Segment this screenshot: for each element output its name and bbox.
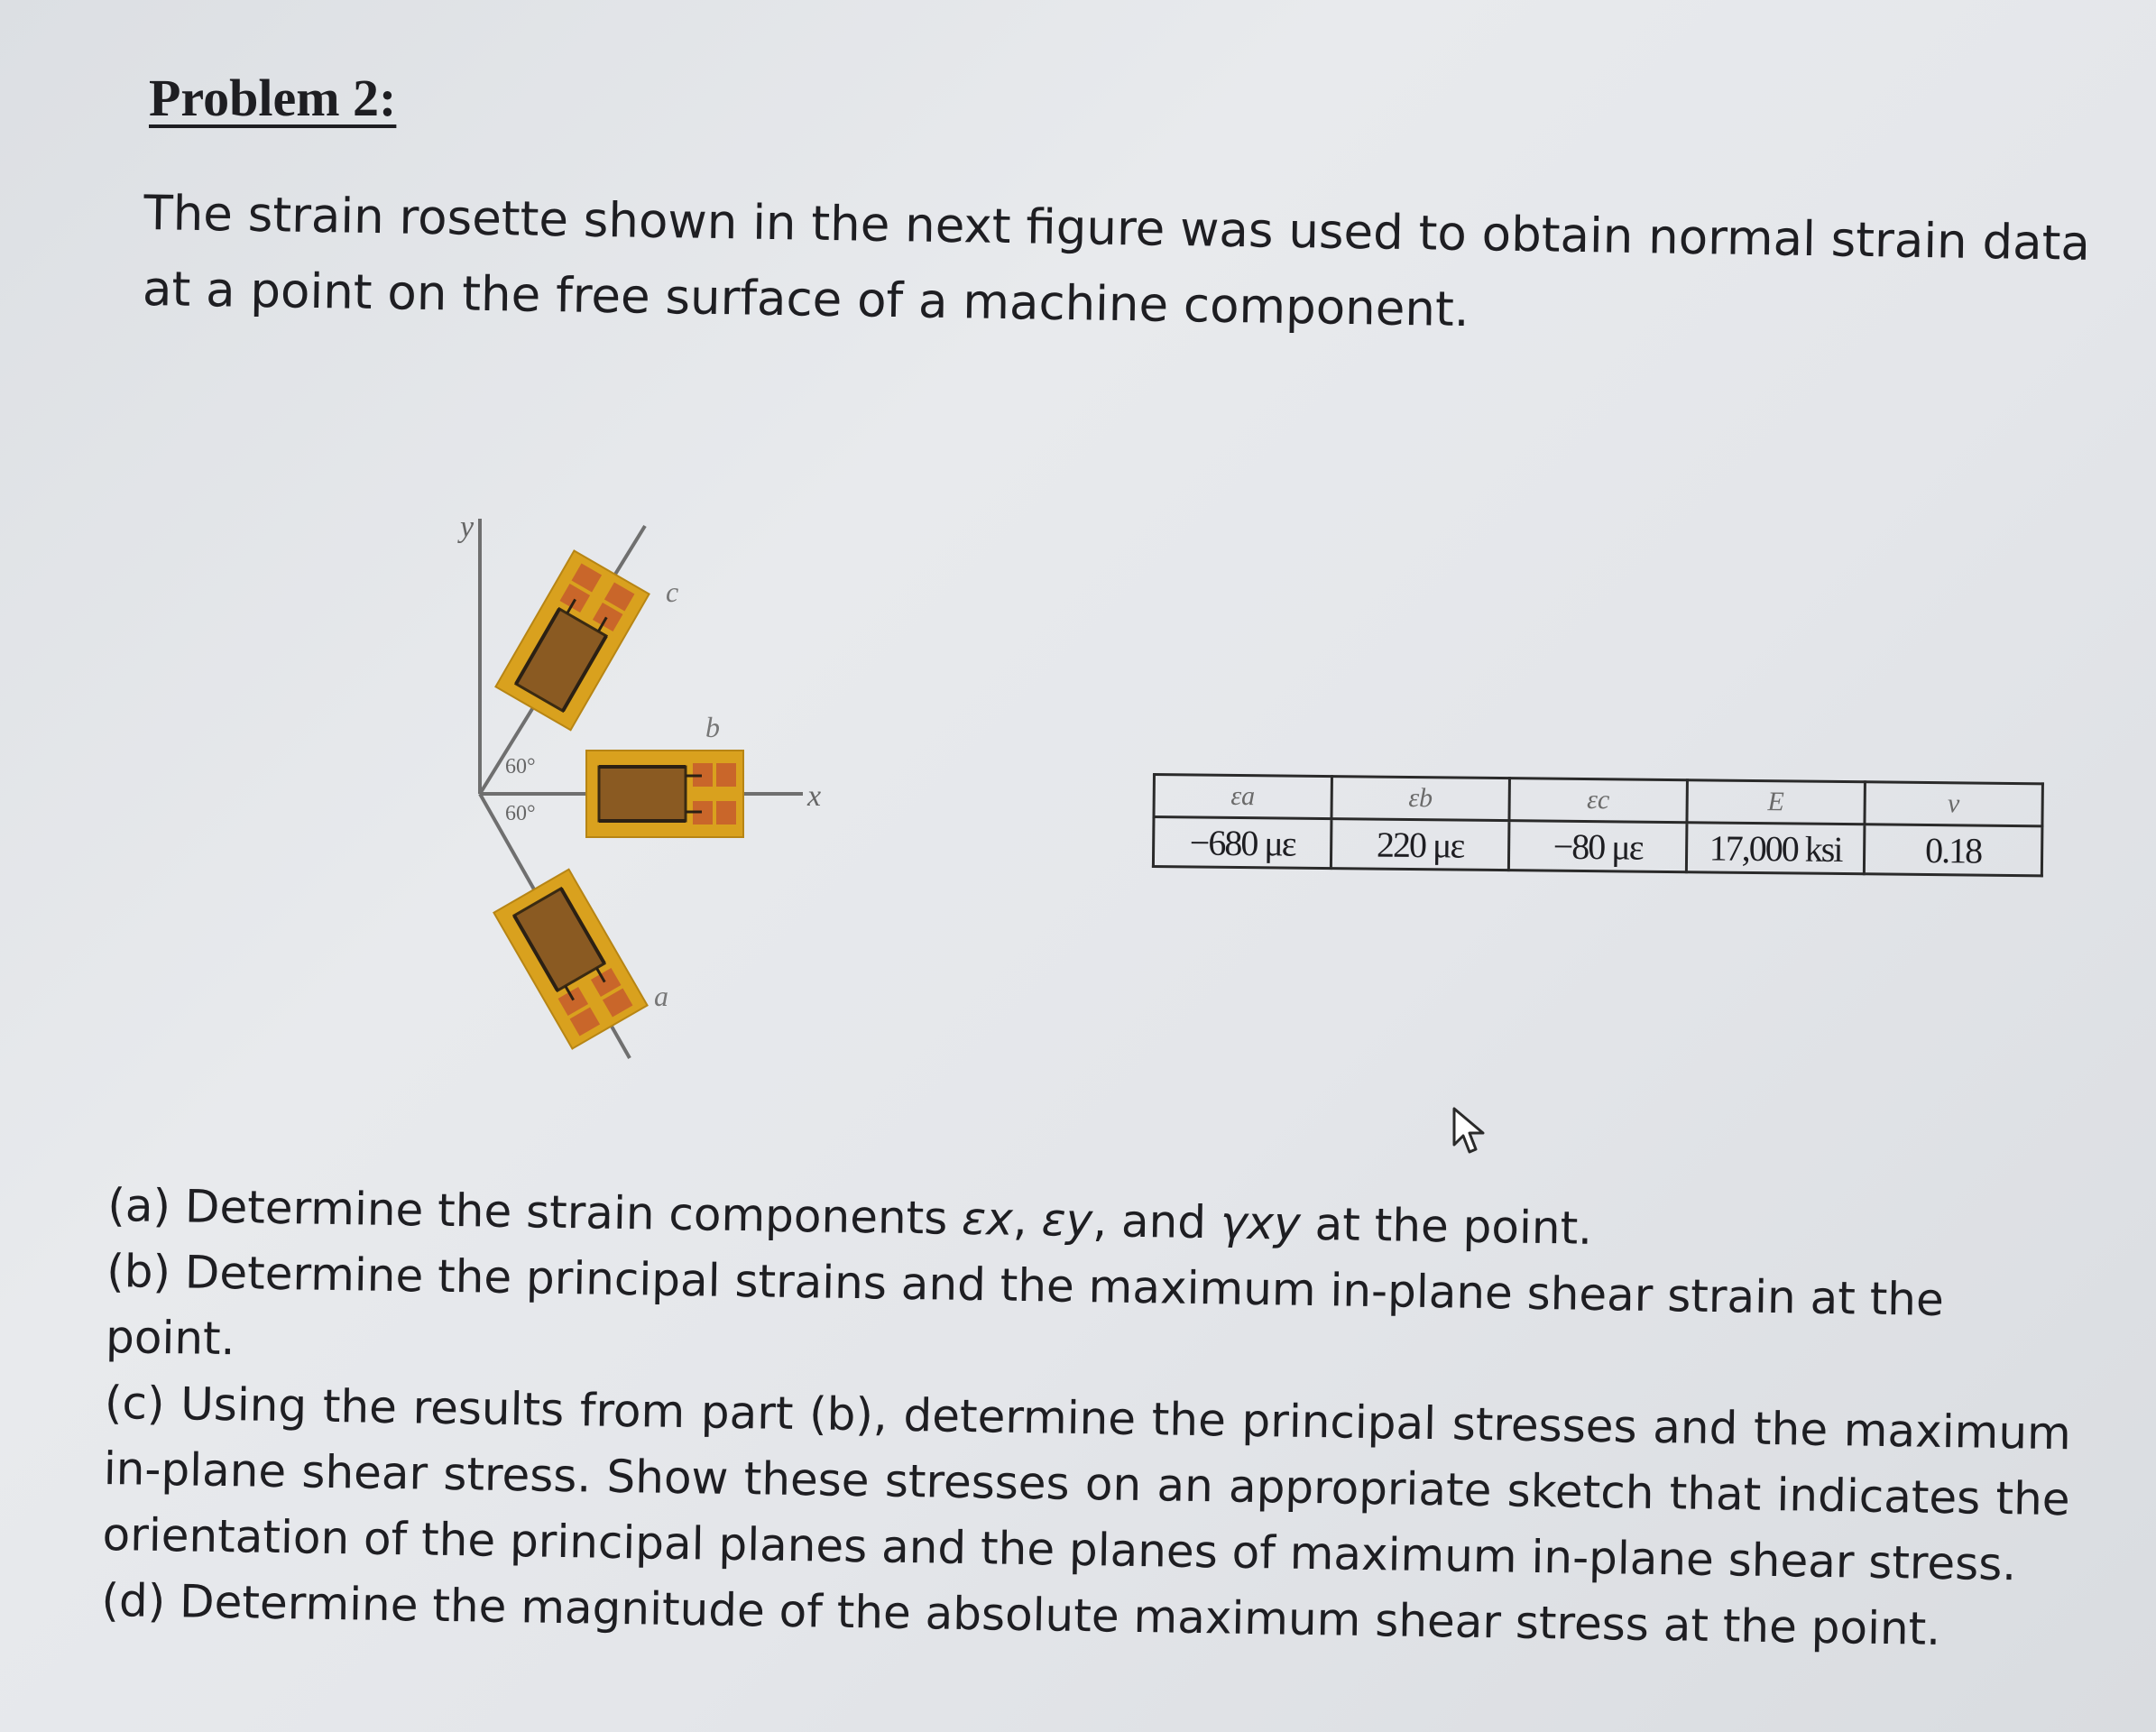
value-epsilon-a: −680 με	[1153, 817, 1331, 869]
table-value-row	[1153, 817, 2042, 876]
question-d: (d) Determine the magnitude of the absolute maximum shear stress at the point.	[101, 1573, 1941, 1655]
gauge-a-label: a	[654, 980, 668, 1012]
question-b: (b) Determine the principal strains and the maximum in-plane shear strain at the point.	[105, 1244, 1945, 1366]
angle-lower-label: 60°	[505, 802, 536, 825]
question-c: (c) Using the results from part (b), determine the principal stresses and the maximum in-plane shear stress. Show these stresses on an appropriate sketch that indicates the orientation of the principal planes and the planes of maximum in-plane shear stress.	[102, 1376, 2072, 1591]
value-epsilon-c: −80 με	[1508, 821, 1687, 872]
gauge-b-label: b	[705, 711, 720, 743]
header-poisson: ν	[1865, 782, 2042, 826]
header-epsilon-b: εb	[1331, 777, 1509, 821]
gauge-c-label: c	[666, 576, 679, 608]
gauge-b	[586, 751, 743, 837]
header-modulus: E	[1687, 780, 1865, 825]
header-epsilon-c: εc	[1509, 778, 1687, 823]
value-modulus: 17,000 ksi	[1686, 823, 1865, 874]
value-epsilon-b: 220 με	[1331, 819, 1509, 871]
header-epsilon-a: εa	[1154, 775, 1331, 819]
gauge-a	[493, 870, 647, 1049]
axis-y-label: y	[460, 511, 475, 544]
value-poisson: 0.18	[1864, 825, 2042, 876]
gauge-c	[495, 551, 649, 731]
questions-list	[101, 1173, 2075, 1664]
intro-paragraph: The strain rosette shown in the next figure was used to obtain normal strain data at a point on the free surface of a machine component.	[142, 185, 2091, 338]
strain-data-table	[1152, 773, 2044, 877]
strain-rosette-figure	[424, 501, 893, 1078]
angle-upper-label: 60°	[505, 755, 536, 778]
axis-x-label: x	[807, 779, 822, 813]
mouse-pointer-icon	[1451, 1105, 1492, 1159]
problem-title: Problem 2:	[149, 69, 397, 127]
question-a: (a) Determine the strain components εx, εy, and γxy at the point.	[106, 1178, 1593, 1255]
